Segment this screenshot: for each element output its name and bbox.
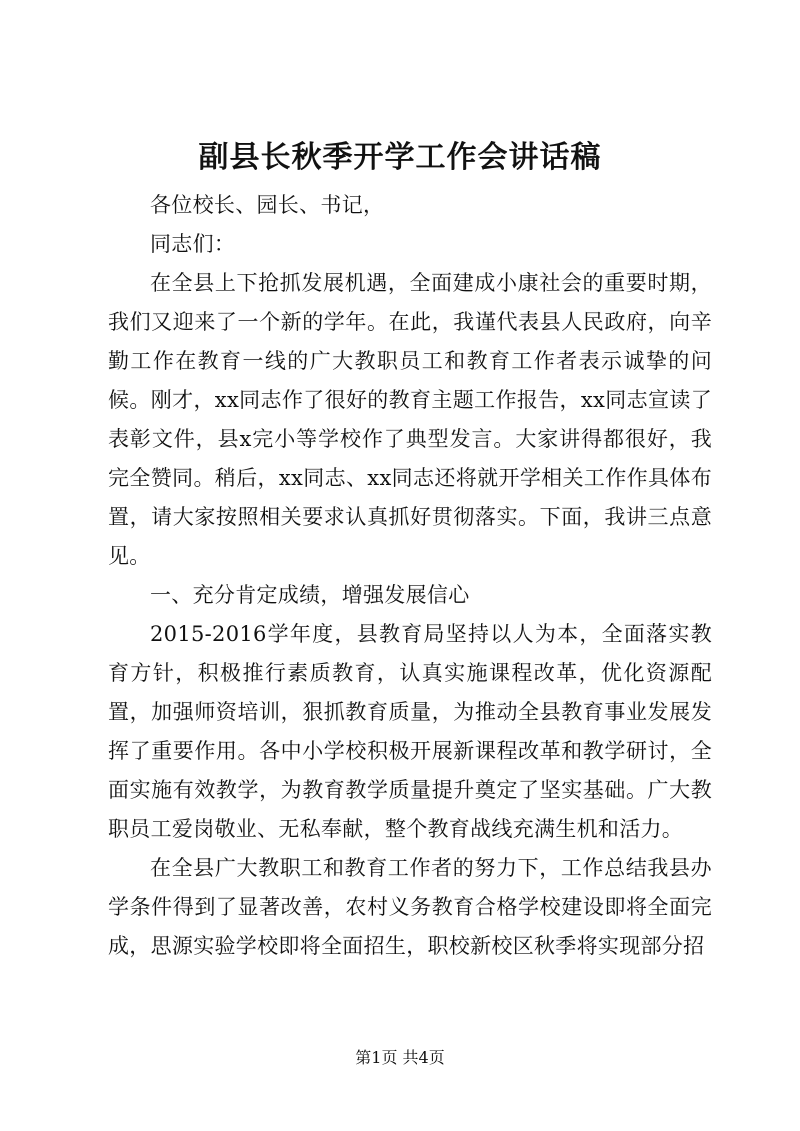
- body-paragraph: 在全县上下抢抓发展机遇，全面建成小康社会的重要时期，我们又迎来了一个新的学年。在此，我谨代表县人民政府，向辛勤工作在教育一线的广大教职员工和教育工作者表示诚挚的问候。刚才，xx同志作了很好的教育主题工作报告，xx同志宣读了表彰文件，县x完小等学校作了典型发言。大家讲得都很好，我完全赞同。稍后，xx同志、xx同志还将就开学相关工作作具体布置，请大家按照相关要求认真抓好贯彻落实。下面，我讲三点意见。: [108, 271, 712, 568]
- body-paragraph: 2015-2016学年度，县教育局坚持以人为本，全面落实教育方针，积极推行素质教育，认真实施课程改革，优化资源配置，加强师资培训，狠抓教育质量，为推动全县教育事业发展发挥了重要作用。各中小学校积极开展新课程改革和教学研讨，全面实施有效教学，为教育教学质量提升奠定了坚实基础。广大教职员工爱岗敬业、无私奉献，整个教育战线充满生机和活力。: [108, 622, 712, 841]
- salutation-line: 同志们：: [150, 232, 236, 256]
- document-title: 副县长秋季开学工作会讲话稿: [198, 140, 602, 175]
- section-heading: 一、充分肯定成绩，增强发展信心: [150, 583, 470, 607]
- document-body: [108, 186, 712, 966]
- body-paragraph: 在全县广大教职工和教育工作者的努力下，工作总结我县办学条件得到了显著改善，农村义务教育合格学校建设即将全面完成，思源实验学校即将全面招生，职校新校区秋季将实现部分招: [108, 856, 712, 958]
- salutation-line: 各位校长、园长、书记，: [150, 193, 385, 217]
- page-number-footer: 第1页 共4页: [355, 1048, 445, 1067]
